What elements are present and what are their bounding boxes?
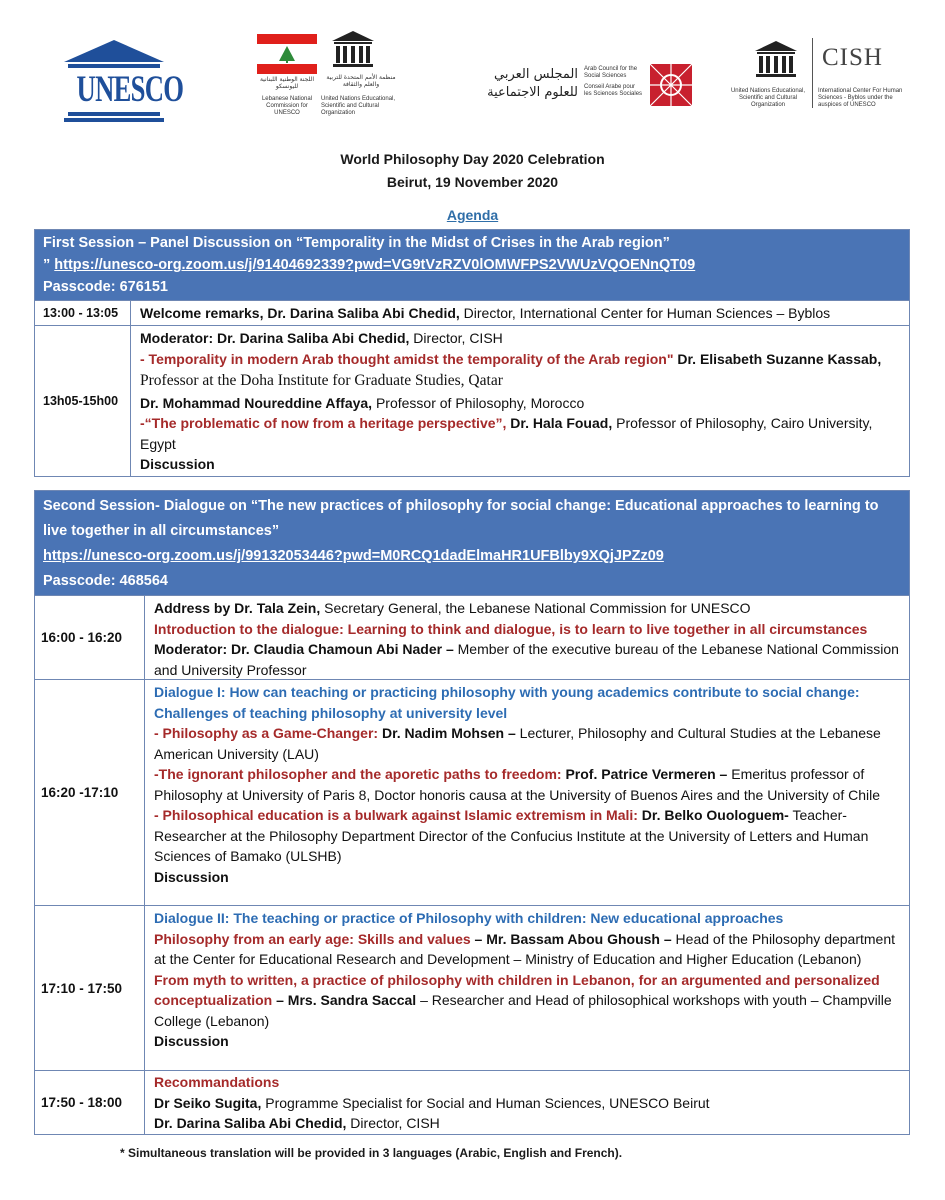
session-label: Second Session <box>43 498 156 514</box>
speaker: – Mrs. Sandra Saccal <box>272 992 417 1008</box>
affiliation: Teacher-Researcher at the Philosophy Department Director of the Confucius Institute at the University of Letters and Human Sciences of Bamako (ULSHB) <box>154 807 869 864</box>
event-title-block <box>0 148 945 194</box>
speaker: Dr. Nadim Mohsen – <box>378 725 516 741</box>
moderator: Moderator: Dr. Darina Saliba Abi Chedid, <box>140 330 410 346</box>
unesco-logo <box>62 38 184 128</box>
dialogue-intro: Introduction to the dialogue: Learning to think and dialogue, is to learn to live together in all circumstances <box>154 620 868 637</box>
second-session-passcode: Passcode: 468564 <box>43 573 168 589</box>
talk-title: Philosophy from an early age: Skills and values <box>154 930 471 947</box>
speaker: Dr. Darina Saliba Abi Chedid, <box>154 1115 347 1131</box>
first-session-passcode: Passcode: 676151 <box>43 279 168 295</box>
un-org-ar: منظمة الأمم المتحدة للتربية والعلم والثقافة <box>326 74 396 88</box>
dialogue-title: Dialogue I: How can teaching or practicing philosophy with young academics contribute to social change: Challenges of teaching philosophy at university level <box>154 684 860 721</box>
time-slot: 16:20 -17:10 <box>35 680 145 905</box>
speaker: – Mr. Bassam Abou Ghoush – <box>470 930 672 947</box>
agenda-row <box>34 680 910 906</box>
affiliation: Secretary General, the Lebanese National Commission for UNESCO <box>320 600 751 616</box>
talk-title: From myth to written, a practice of philosophy with children in Lebanon, for an argumented and personalized conceptualization <box>154 971 880 1008</box>
talk-title: -“The problematic of now from a heritage perspective”, <box>140 415 507 431</box>
arab-council-ar: المجلس العربي للعلوم الاجتماعية <box>487 67 578 100</box>
speaker: Welcome remarks, Dr. Darina Saliba Abi Chedid, <box>140 305 460 321</box>
speaker: Dr. Belko Ouologuem- <box>637 807 789 823</box>
affiliation: Director, International Center for Human Sciences – Byblos <box>459 305 831 321</box>
cish-desc-text: International Center For Human Sciences - Byblos under the auspices of UNESCO <box>818 88 903 108</box>
unesco-temple-icon <box>754 40 798 80</box>
arab-council-en: Arab Council for the Social Sciences <box>584 66 638 79</box>
agenda-row <box>34 596 910 680</box>
cish-logo <box>722 30 922 120</box>
talk-title: - Philosophical education is a bulwark against Islamic extremism in Mali: <box>154 807 638 823</box>
speaker: Dr. Elisabeth Suzanne Kassab, <box>673 350 882 367</box>
speaker: Dr Seiko Sugita, <box>154 1094 262 1111</box>
dialogue-title: Dialogue II: The teaching or practice of Philosophy with children: New educational approaches <box>154 910 784 926</box>
arab-council-fr: Conseil Arabe pour les Sciences Sociales <box>584 84 643 97</box>
event-date: Beirut, 19 November 2020 <box>386 174 559 190</box>
agenda-row <box>34 906 910 1071</box>
affiliation: – Researcher and Head of philosophical workshops with youth – Champville College (Lebanon) <box>154 992 892 1029</box>
agenda-row <box>34 301 910 326</box>
affiliation: Lecturer, Philosophy and Cultural Studies at the Lebanese American University (LAU) <box>154 725 881 762</box>
affiliation: Professor of Philosophy, Cairo University, Egypt <box>140 415 873 452</box>
time-slot: 13h05-15h00 <box>35 326 131 476</box>
lebanese-commission-en: Lebanese National Commission for UNESCO <box>261 96 313 116</box>
recommendations-label: Recommandations <box>154 1074 280 1090</box>
time-slot: 17:10 - 17:50 <box>35 906 145 1070</box>
agenda-row <box>34 1071 910 1135</box>
session-title: - Dialogue on “The new practices of philosophy for social change: Educational approaches to learning to live together in all circumstances” <box>43 498 879 539</box>
agenda-row <box>34 326 910 477</box>
first-session-header <box>34 229 910 301</box>
discussion-label: Discussion <box>154 1033 229 1049</box>
first-session-zoom-link[interactable]: https://unesco-org.zoom.us/j/91404692339?pwd=VG9tVzRZV0lOMWFPS2VWUzVQOENnQT09 <box>54 257 696 273</box>
speaker: Prof. Patrice Vermeren – <box>561 766 728 782</box>
speaker: Address by Dr. Tala Zein, <box>154 600 321 616</box>
talk-title: - Philosophy as a Game-Changer: <box>154 725 379 741</box>
affiliation: Programme Specialist for Social and Human Sciences, UNESCO Beirut <box>261 1094 710 1111</box>
affiliation: Professor at the Doha Institute for Graduate Studies, Qatar <box>140 371 503 389</box>
arab-council-pattern-icon <box>648 62 694 108</box>
session-quote: ” <box>43 257 55 273</box>
logo-divider <box>812 38 813 108</box>
logo-bar <box>0 0 945 140</box>
affiliation: Professor of Philosophy, Morocco <box>372 394 585 411</box>
discussion-label: Discussion <box>154 868 229 885</box>
second-session-header <box>34 490 910 596</box>
moderator: Moderator: Dr. Claudia Chamoun Abi Nader – <box>154 641 454 657</box>
time-slot: 13:00 - 13:05 <box>35 301 131 325</box>
affiliation: Emeritus professor of Philosophy at University of Paris 8, Doctor honoris causa at the University of Buenos Aires and the University of Chile <box>154 766 881 803</box>
unesco-temple-icon <box>331 30 375 70</box>
affiliation: Head of the Philosophy department at the Center for Educational Research and Development – Ministry of Education and Higher Education (Lebanon) <box>154 930 896 967</box>
time-slot: 17:50 - 18:00 <box>35 1071 145 1134</box>
agenda-heading[interactable]: Agenda <box>446 207 499 223</box>
cish-un-text: United Nations Educational, Scientific and Cultural Organization <box>730 88 806 108</box>
unesco-logo-text: UNESCO <box>76 69 184 110</box>
un-org-en: United Nations Educational, Scientific and Cultural Organization <box>321 96 396 116</box>
affiliation: Member of the executive bureau of the Lebanese National Commission and University Professor <box>154 641 899 678</box>
speaker: Dr. Hala Fouad, <box>506 415 613 431</box>
time-slot: 16:00 - 16:20 <box>35 596 145 679</box>
affiliation: Director, CISH <box>346 1115 440 1131</box>
lebanese-commission-logo <box>255 28 405 128</box>
session-label: First Session <box>43 235 135 251</box>
talk-title: -The ignorant philosopher and the aporetic paths to freedom: <box>154 766 562 782</box>
speaker: Dr. Mohammad Noureddine Affaya, <box>140 394 373 411</box>
session-title: – Panel Discussion on “Temporality in the Midst of Crises in the Arab region” <box>134 235 670 251</box>
translation-footnote: * Simultaneous translation will be provided in 3 languages (Arabic, English and French). <box>120 1146 623 1160</box>
moderator-affiliation: Director, CISH <box>409 330 503 346</box>
arab-council-logo <box>458 60 698 110</box>
event-title: World Philosophy Day 2020 Celebration <box>340 151 605 167</box>
talk-title: - Temporality in modern Arab thought amidst the temporality of the Arab region" <box>140 350 674 367</box>
lebanese-flag-icon <box>257 34 317 74</box>
second-session-zoom-link[interactable]: https://unesco-org.zoom.us/j/99132053446?pwd=M0RCQ1dadElmaHR1UFBlby9XQjJPZz09 <box>43 548 664 564</box>
lebanese-commission-ar: اللجنة الوطنية اللبنانية لليونسكو <box>259 76 315 90</box>
discussion-label: Discussion <box>140 456 215 472</box>
cish-text: CISH <box>822 44 883 71</box>
